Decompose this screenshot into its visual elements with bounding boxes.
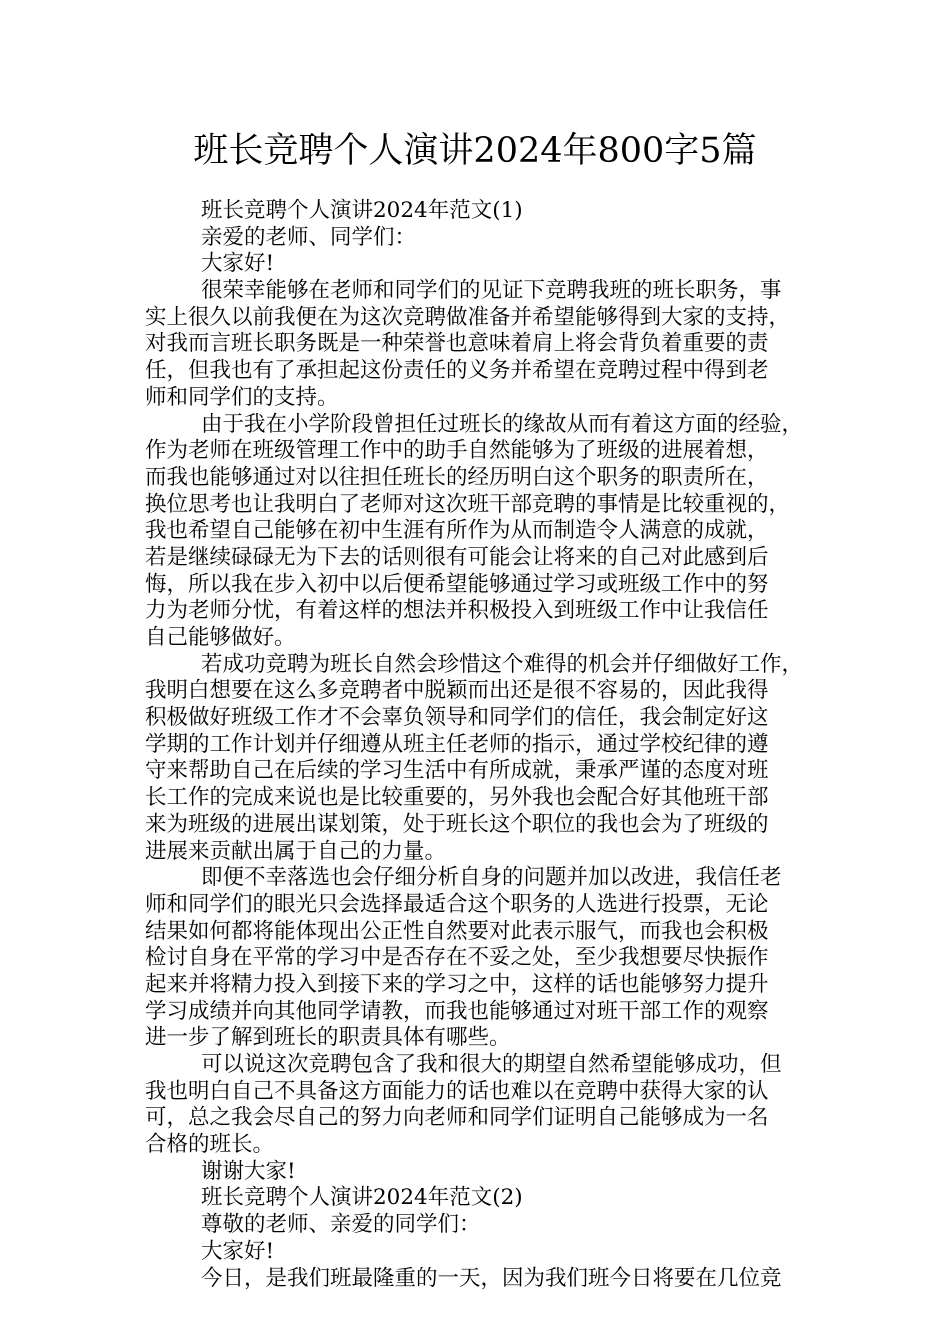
text-line: 任，但我也有了承担起这份责任的义务并希望在竞聘过程中得到老 (145, 358, 769, 384)
text-line: 积极做好班级工作才不会辜负领导和同学们的信任，我会制定好这 (145, 705, 769, 731)
text-line: 我也希望自己能够在初中生涯有所作为从而制造令人满意的成就， (145, 518, 769, 544)
text-line: 自己能够做好。 (145, 625, 296, 650)
text-line: 可以说这次竞聘包含了我和很大的期望自然希望能够成功，但 (201, 1052, 782, 1077)
text-line: 班长竞聘个人演讲2024年范文(2) (201, 1185, 523, 1211)
text-line: 我明白想要在这么多竞聘者中脱颖而出还是很不容易的，因此我得 (145, 678, 769, 704)
text-line: 谢谢大家! (201, 1158, 296, 1184)
text-line: 师和同学们的眼光只会选择最适合这个职务的人选进行投票，无论 (145, 891, 769, 917)
text-line: 起来并将精力投入到接下来的学习之中，这样的话也能够努力提升 (145, 971, 769, 997)
text-line: 合格的班长。 (145, 1132, 275, 1158)
text-line: 若是继续碌碌无为下去的话则很有可能会让将来的自己对此感到后 (145, 544, 769, 570)
text-line: 作为老师在班级管理工作中的助手自然能够为了班级的进展着想， (145, 438, 769, 464)
text-line: 而我也能够通过对以往担任班长的经历明白这个职务的职责所在， (145, 464, 769, 490)
text-line: 结果如何都将能体现出公正性自然要对此表示服气，而我也会积极 (145, 918, 769, 944)
text-line: 学期的工作计划并仔细遵从班主任老师的指示，通过学校纪律的遵 (145, 731, 769, 757)
text-line: 可，总之我会尽自己的努力向老师和同学们证明自己能够成为一名 (145, 1105, 769, 1131)
document-title: 班长竞聘个人演讲2024年800字5篇 (193, 131, 757, 171)
text-line: 实上很久以前我便在为这次竞聘做准备并希望能够得到大家的支持， (145, 304, 791, 330)
text-line: 尊敬的老师、亲爱的同学们： (201, 1212, 481, 1238)
text-line: 若成功竞聘为班长自然会珍惜这个难得的机会并仔细做好工作， (201, 651, 804, 677)
text-line: 力为老师分忧，有着这样的想法并积极投入到班级工作中让我信任 (145, 598, 769, 624)
text-line: 由于我在小学阶段曾担任过班长的缘故从而有着这方面的经验， (201, 411, 804, 437)
text-line: 大家好! (201, 1238, 275, 1264)
text-line: 守来帮助自己在后续的学习生活中有所成就，秉承严谨的态度对班 (145, 758, 769, 784)
text-line: 很荣幸能够在老师和同学们的见证下竞聘我班的班长职务，事 (201, 278, 782, 304)
text-line: 师和同学们的支持。 (145, 384, 339, 410)
text-line: 学习成绩并向其他同学请教，而我也能够通过对班干部工作的观察 (145, 998, 769, 1024)
text-line: 即便不幸落选也会仔细分析自身的问题并加以改进，我信任老 (201, 865, 782, 891)
text-line: 我也明白自己不具备这方面能力的话也难以在竞聘中获得大家的认 (145, 1078, 769, 1104)
document-body (145, 198, 813, 1292)
text-line: 进展来贡献出属于自己的力量。 (145, 838, 447, 864)
text-line: 来为班级的进展出谋划策，处于班长这个职位的我也会为了班级的 (145, 811, 769, 837)
text-line: 对我而言班长职务既是一种荣誉也意味着肩上将会背负着重要的责 (145, 331, 769, 357)
text-line: 长工作的完成来说也是比较重要的，另外我也会配合好其他班干部 (145, 785, 769, 811)
text-line: 今日，是我们班最隆重的一天，因为我们班今日将要在几位竞 (201, 1265, 782, 1291)
text-line: 悔，所以我在步入初中以后便希望能够通过学习或班级工作中的努 (145, 571, 769, 597)
text-line: 换位思考也让我明白了老师对这次班干部竞聘的事情是比较重视的， (145, 491, 791, 517)
text-line: 亲爱的老师、同学们： (201, 224, 417, 250)
text-line: 进一步了解到班长的职责具体有哪些。 (145, 1025, 511, 1051)
text-line: 检讨自身在平常的学习中是否存在不妥之处，至少我想要尽快振作 (145, 945, 769, 971)
text-line: 班长竞聘个人演讲2024年范文(1) (201, 198, 523, 223)
text-line: 大家好! (201, 251, 275, 277)
